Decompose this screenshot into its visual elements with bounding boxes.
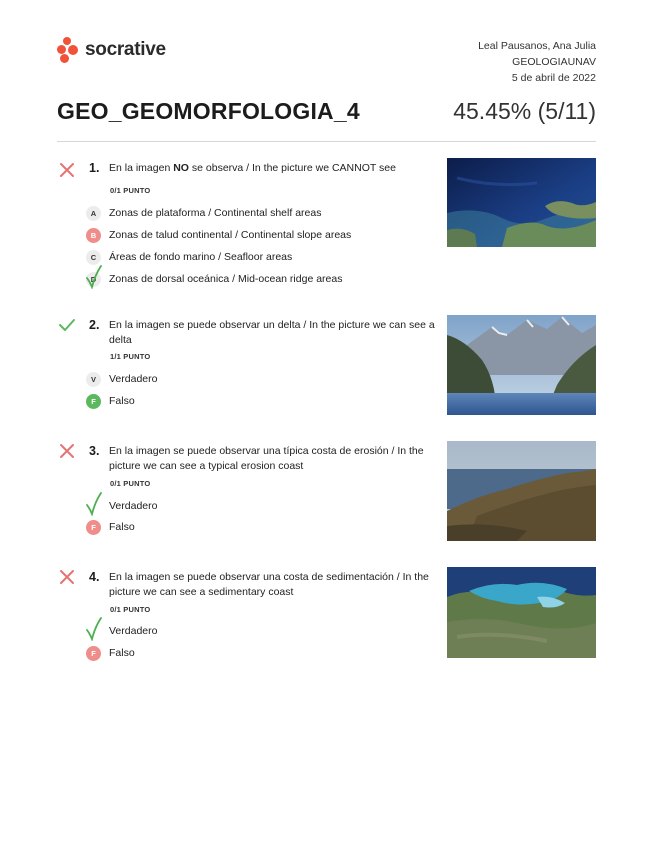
report-meta <box>478 38 596 86</box>
coastline-satellite-image <box>447 567 596 658</box>
option-label: Áreas de fondo marino / Seafloor areas <box>109 251 293 263</box>
option-label: Verdadero <box>109 625 158 637</box>
question-points: 0/1 PUNTO <box>110 605 151 614</box>
question-points: 0/1 PUNTO <box>110 186 151 195</box>
option-letter <box>86 624 101 639</box>
question-points: 0/1 PUNTO <box>110 479 151 488</box>
ocean-satellite-image <box>447 158 596 247</box>
question-number: 3. <box>89 444 100 458</box>
incorrect-x-icon <box>58 568 76 586</box>
correct-check-icon <box>58 316 76 334</box>
option-label: Zonas de dorsal oceánica / Mid-ocean ridge areas <box>109 273 343 285</box>
option-a <box>86 205 321 221</box>
question-points: 1/1 PUNTO <box>110 352 151 361</box>
question-number: 4. <box>89 570 100 584</box>
option-letter: F <box>86 646 101 661</box>
option-v <box>86 371 157 387</box>
logo-text: socrative <box>85 39 166 60</box>
option-label: Falso <box>109 647 135 659</box>
coast-cliff-photo <box>447 441 596 541</box>
option-v <box>86 623 157 639</box>
correct-answer-check-icon <box>85 492 103 516</box>
question-number: 2. <box>89 318 100 332</box>
option-b <box>86 227 351 243</box>
report-date: 5 de abril de 2022 <box>511 72 596 84</box>
option-letter: V <box>86 372 101 387</box>
option-v <box>86 498 157 514</box>
option-label: Verdadero <box>109 373 158 385</box>
socrative-logo <box>57 37 166 63</box>
fjord-photo <box>447 315 596 415</box>
question-text: En la imagen NO se observa / In the picture we CANNOT see <box>109 162 396 174</box>
option-f <box>86 393 135 409</box>
option-letter <box>86 499 101 514</box>
option-letter: F <box>86 520 101 535</box>
option-letter: D <box>86 272 101 287</box>
option-letter: C <box>86 250 101 265</box>
option-letter: A <box>86 206 101 221</box>
quiz-title: GEO_GEOMORFOLOGIA_4 <box>57 98 360 124</box>
option-letter: F <box>86 394 101 409</box>
option-d <box>86 271 342 287</box>
question-number: 1. <box>89 161 100 175</box>
option-label: Verdadero <box>109 500 158 512</box>
incorrect-x-icon <box>58 161 76 179</box>
question-text: En la imagen se puede observar una costa de sedimentación / In the picture we can see a sedimentary coast <box>109 571 429 598</box>
correct-answer-check-icon <box>85 265 103 289</box>
option-letter: B <box>86 228 101 243</box>
student-name: Leal Pausanos, Ana Julia <box>478 40 596 52</box>
option-label: Falso <box>109 395 135 407</box>
header-divider <box>57 141 596 142</box>
option-label: Zonas de talud continental / Continental slope areas <box>109 229 352 241</box>
option-c <box>86 249 292 265</box>
option-label: Zonas de plataforma / Continental shelf areas <box>109 207 322 219</box>
class-name: GEOLOGIAUNAV <box>512 56 596 68</box>
correct-answer-check-icon <box>85 617 103 641</box>
socrative-logo-icon <box>57 37 79 63</box>
option-f <box>86 519 135 535</box>
option-f <box>86 645 135 661</box>
option-label: Falso <box>109 521 135 533</box>
quiz-score: 45.45% (5/11) <box>453 98 596 124</box>
question-text: En la imagen se puede observar una típica costa de erosión / In the picture we can see a typical erosion coast <box>109 445 424 472</box>
question-text: En la imagen se puede observar un delta / In the picture we can see a delta <box>109 319 435 346</box>
incorrect-x-icon <box>58 442 76 460</box>
